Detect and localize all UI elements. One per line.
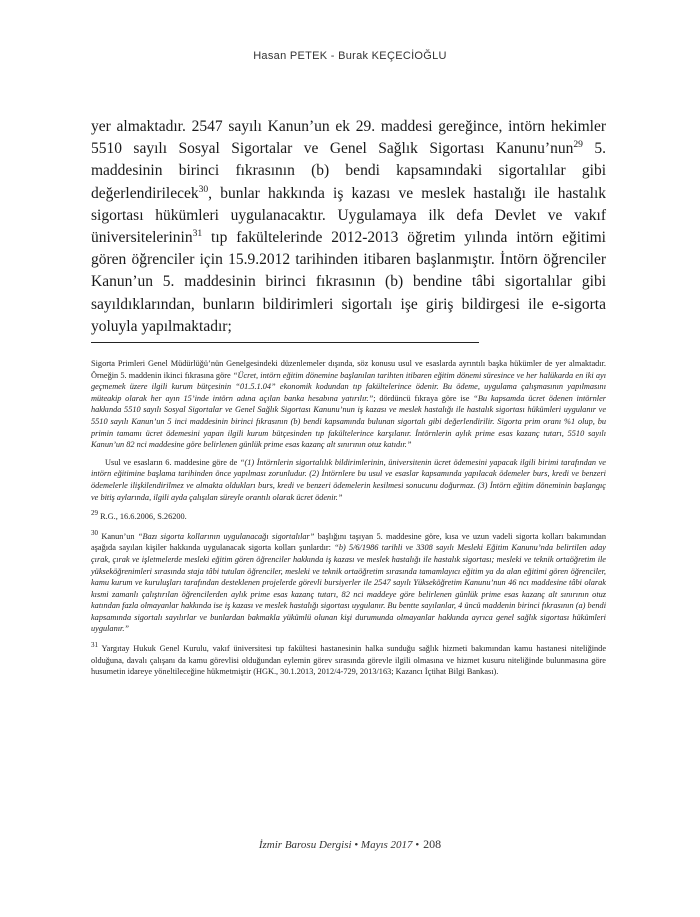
footnote-separator bbox=[91, 342, 479, 343]
footnote-continuation bbox=[91, 358, 606, 451]
footnote-ref-30[interactable]: 30 bbox=[198, 183, 209, 195]
main-paragraph bbox=[91, 116, 606, 338]
footnote-quote: “Bu kapsamda ücret ödenen intörnler hakkında 5510 sayılı Sosyal Sigortalar ve Genel Sağlık Sigortası Kanunu’nun iş kazası ve meslek hastalığı ile hastalık sigortası hükümleri uygulanır ve 5510 sayılı Kanun’un 5 inci maddesinin birinci fıkrasının (b) bendi kapsamında bulunan sigortalı gibi değerlendirilir. Sigorta prim oranı %1 olup, bu primin tamamı ücret ödemesini yapan ilgili kurum bütçesinden tıp fakültelerince karşılanır. İntörnlerin aylık prime esas kazanç tutarı, 5510 sayılı Kanun’un 82 nci maddesine göre belirlenen günlük prime esas kazanç alt sınırının otuz katıdır.” bbox=[91, 393, 606, 450]
footnote-text: Usul ve esasların 6. maddesine göre de bbox=[105, 457, 240, 467]
running-header-authors: Hasan PETEK - Burak KEÇECİOĞLU bbox=[253, 50, 447, 62]
footnote-text: Kanun’un bbox=[98, 531, 138, 541]
footnote-quote: “(1) İntörnlerin sigortalılık bildirimlerinin, üniversitenin ücret ödemesini yapacak ilgili birimi tarafından ve intörn eğitimine başlama tarihinden önce yapılması zorunludur. (2) İntörnlere bu usul ve esaslar kapsamında yapılacak ödemeler burs, kredi ve benzeri ödemelerle ilişkilendirilmez ve almakta oldukları burs, kredi ve benzeri ödemelerin kesilmesi sonucunu doğurmaz. (3) İntörn eğitim döneminin başlangıç ve bitiş aylarında, ilgili ayda çalışılan süreyle orantılı olarak ücret ödenir.” bbox=[91, 457, 606, 502]
footnote-continuation-usul bbox=[91, 457, 606, 503]
paragraph-text: tıp fakültelerinde 2012-2013 öğretim yılında intörn eğitimi gören öğrenciler için 15.9.2012 tarihinden itibaren başlanmıştır. İntörn öğrenciler Kanun’un 5. maddesinin birinci fıkrasının (b) bendine tâbi sigortalılar gibi sayıldıklarından, bunların bildirimleri sigortalı işe giriş bildirgesi ile e-sigorta yoluyla yapılmaktadır; bbox=[91, 229, 606, 335]
paragraph-text: , bunlar hakkında iş kazası ve meslek hastalığı ile hastalık sigortası hükümleri uygulanacaktır. Uygulamaya ilk defa Devlet ve vakıf üniversitelerinin bbox=[91, 184, 606, 247]
paragraph-text: 5. maddesinin birinci fıkrasının (b) bendi kapsamındaki sigortalılar gibi değerlendirilecek bbox=[91, 140, 607, 202]
footnote-text: R.G., 16.6.2006, S.26200. bbox=[98, 512, 187, 522]
footnote-quote: “b) 5/6/1986 tarihli ve 3308 sayılı Mesleki Eğitim Kanunu’nda belirtilen aday çırak, çırak ve işletmelerde mesleki eğitim gören öğrenciler hakkında iş kazası ve meslek hastalığı ile hastalık sigortası; mesleki ve teknik ortaöğretim ile yükseköğrenimleri sırasında staja tâbi tutulan öğrenciler, mesleki ve teknik ortaöğretim sırasında tamamlayıcı eğitim ya da alan eğitimi gören öğrenciler, kamu kurum ve kuruluşları tarafından desteklenen projelerde görevli bursiyerler ile 2547 sayılı Yükseköğretim Kanunu’nun 46 ncı maddesine tâbi olarak kısmi zamanlı çalıştırılan öğrencilerden aylık prime esas kazanç tutarı, 82 nci maddeye göre belirlenen günlük prime esas kazanç alt sınırının otuz katından fazla olmayanlar hakkında ise iş kazası ve meslek hastalığı sigortası uygulanır. Bu bentte sayılanlar, 4 üncü maddenin birinci fıkrasının (a) bendi kapsamında sigortalı sayılırlar ve bunlardan bakmakla yükümlü olunan kişi durumunda olmayanlar hakkında ayrıca genel sağlık sigortası hükümleri uygulanır.” bbox=[91, 543, 606, 634]
journal-name: İzmir Barosu Dergisi • Mayıs 2017 • bbox=[258, 839, 420, 851]
footnote-30 bbox=[91, 528, 607, 635]
page-footer bbox=[0, 837, 700, 852]
footnote-text: Sigorta Primleri Genel Müdürlüğü’nün Genelgesindeki düzenlemeler dışında, söz konusu usul ve esaslarda ayrıntılı başka hükümler de yer almaktadır. Örneğin 5. maddenin ikinci fıkrasına göre bbox=[91, 359, 606, 380]
footnote-number: 31 bbox=[91, 641, 98, 650]
footnote-number: 29 bbox=[91, 509, 98, 518]
footnote-ref-29[interactable]: 29 bbox=[573, 139, 583, 151]
footnotes-section bbox=[91, 358, 606, 678]
page-number: 208 bbox=[423, 837, 442, 851]
footnote-text: ; dördüncü fıkraya göre ise bbox=[373, 393, 474, 403]
footnote-quote: “Ücret, intörn eğitim dönemine başlanılan tarihten itibaren eğitim dönemi süresince ve her halükarda en iki ayı geçmemek üzere ilgili kurum bütçesinin “01.5.1.04” ekonomik kodundan tıp fakültelerince ödenir. Bu ödeme, uygulama çalışmasının yapılmasını müteakip olarak her ayın 15’inde intörn adına açılan banka hesabına yatırılır.” bbox=[91, 370, 606, 403]
footnote-ref-31[interactable]: 31 bbox=[192, 227, 203, 239]
footnote-31 bbox=[91, 643, 606, 678]
footnote-quote: “Bazı sigorta kollarının uygulanacağı sigortalılar” bbox=[137, 531, 315, 541]
footnote-text: başlığını taşıyan 5. maddesine göre, kısa ve uzun vadeli sigorta kolları bakımından aşağıda sayılan kişiler hakkında uygulanacak sigorta kolları şunlardır: bbox=[91, 531, 607, 553]
footnote-number: 30 bbox=[91, 528, 98, 537]
footnote-29 bbox=[91, 511, 606, 523]
footnote-text: Yargıtay Hukuk Genel Kurulu, vakıf üniversitesi tıp fakültesi hastanesinin halka sunduğu sağlık hizmeti bakımından kamu hastanesi niteliğinde olduğuna, davalı çalışanı da kamu görevlisi olduğundan eylemin görev sırasında görevle ilgili olmasına ve hizmet kusuru niteliğinde bulunmasına göre husumetin idareye yöneltileceğine hükmetmiştir (HGK., 30.1.2013, 2012/4-729, 2013/163; Kazancı İçtihat Bilgi Bankası). bbox=[91, 644, 606, 677]
paragraph-text: yer almaktadır. 2547 sayılı Kanun’un ek 29. maddesi gereğince, intörn hekimler 5510 sayılı Sosyal Sigortalar ve Genel Sağlık Sigortası Kanunu’nun bbox=[91, 118, 606, 158]
